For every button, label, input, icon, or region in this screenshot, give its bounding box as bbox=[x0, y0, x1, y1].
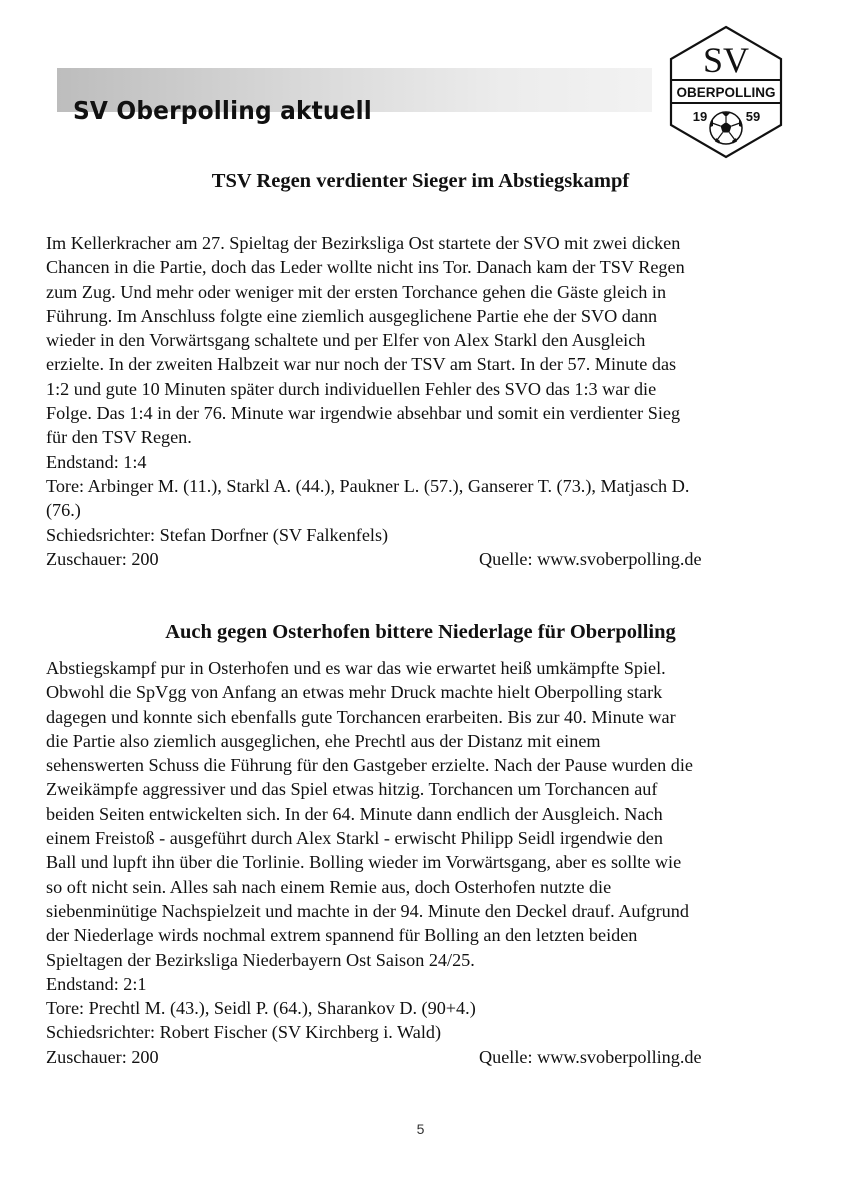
logo-sv-text: SV bbox=[702, 40, 750, 80]
body-line: dagegen und konnte sich ebenfalls gute Torchancen erarbeiten. Bis zur 40. Minute war bbox=[46, 706, 676, 727]
club-logo bbox=[669, 25, 783, 159]
spectators: Zuschauer: 200 bbox=[46, 1046, 159, 1067]
article-headline: TSV Regen verdienter Sieger im Abstiegskampf bbox=[211, 170, 630, 192]
body-line: siebenminütige Nachspielzeit und machte in der 94. Minute den Deckel drauf. Aufgrund bbox=[46, 900, 689, 921]
referee: Schiedsrichter: Stefan Dorfner (SV Falkenfels) bbox=[46, 524, 389, 545]
body-line: einem Freistoß - ausgeführt durch Alex Starkl - erwischt Philipp Seidl irgendwie den bbox=[46, 828, 663, 849]
body-line: erzielte. In der zweiten Halbzeit war nur noch der TSV am Start. In der 57. Minute das bbox=[46, 354, 677, 375]
body-line: Abstiegskampf pur in Osterhofen und es war das wie erwartet heiß umkämpfte Spiel. bbox=[46, 658, 666, 678]
body-line: zum Zug. Und mehr oder weniger mit der ersten Torchance gehen die Gäste gleich in bbox=[46, 281, 667, 302]
body-line: Spieltagen der Bezirksliga Niederbayern Ost Saison 24/25. bbox=[46, 949, 475, 970]
body-line: wieder in den Vorwärtsgang schaltete und per Elfer von Alex Starkl den Ausgleich bbox=[46, 330, 646, 351]
body-line: Obwohl die SpVgg von Anfang an etwas mehr Druck machte hielt Oberpolling stark bbox=[46, 682, 663, 703]
spectators: Zuschauer: 200 bbox=[46, 548, 159, 569]
page-number: 5 bbox=[416, 1121, 425, 1137]
body-line: Im Kellerkracher am 27. Spieltag der Bezirksliga Ost startete der SVO mit zwei dicken bbox=[46, 233, 681, 253]
logo-club-name: OBERPOLLING bbox=[676, 85, 776, 100]
body-line: 1:2 und gute 10 Minuten später durch individuellen Fehler des SVO das 1:3 war die bbox=[46, 378, 657, 399]
body-line: Führung. Im Anschluss folgte eine ziemlich ausgeglichene Partie ehe der SVO dann bbox=[46, 305, 658, 326]
body-line: Zweikämpfe aggressiver und das Spiel etwas hitzig. Torchancen um Torchancen auf bbox=[46, 779, 658, 800]
body-line: die Partie also ziemlich ausgeglichen, ehe Prechtl aus der Distanz mit einem bbox=[46, 730, 601, 751]
logo-year-right: 59 bbox=[745, 109, 761, 124]
page-header-title: SV Oberpolling aktuell bbox=[73, 96, 372, 125]
body-line: beiden Seiten entwickelten sich. In der 64. Minute dann endlich der Ausgleich. Nach bbox=[46, 803, 663, 824]
referee: Schiedsrichter: Robert Fischer (SV Kirchberg i. Wald) bbox=[46, 1022, 442, 1043]
article-body bbox=[46, 231, 798, 571]
article-headline: Auch gegen Osterhofen bittere Niederlage für Oberpolling bbox=[165, 621, 676, 643]
final-score: Endstand: 1:4 bbox=[46, 451, 147, 472]
source-link[interactable]: Quelle: www.svoberpolling.de bbox=[479, 1046, 702, 1067]
goal-scorers: Tore: Prechtl M. (43.), Seidl P. (64.), Sharankov D. (90+4.) bbox=[46, 998, 476, 1019]
soccer-ball-icon bbox=[710, 112, 742, 144]
logo-year-left: 19 bbox=[692, 109, 708, 124]
body-line: für den TSV Regen. bbox=[46, 427, 192, 448]
goal-scorers: Tore: Arbinger M. (11.), Starkl A. (44.), Paukner L. (57.), Ganserer T. (73.), Matjasch D. bbox=[46, 475, 690, 496]
body-line: Folge. Das 1:4 in der 76. Minute war irgendwie absehbar und somit ein verdienter Sieg bbox=[46, 403, 681, 424]
body-line: Chancen in die Partie, doch das Leder wollte nicht ins Tor. Danach kam der TSV Regen bbox=[46, 257, 685, 278]
body-line: sehenswerten Schuss die Führung für den Gastgeber erzielte. Nach der Pause wurden die bbox=[46, 755, 693, 776]
body-line: der Niederlage wirds nochmal extrem spannend für Bolling an den letzten beiden bbox=[46, 925, 638, 946]
article-body bbox=[46, 656, 798, 1069]
body-line: so oft nicht sein. Alles sah nach einem Remie aus, doch Osterhofen nutzte die bbox=[46, 876, 612, 897]
body-line: Ball und lupft ihn über die Torlinie. Bolling wieder im Vorwärtsgang, aber es sollte wie bbox=[46, 852, 682, 873]
final-score: Endstand: 2:1 bbox=[46, 973, 147, 994]
goal-scorers-continued: (76.) bbox=[46, 500, 81, 521]
source-link[interactable]: Quelle: www.svoberpolling.de bbox=[479, 548, 702, 569]
